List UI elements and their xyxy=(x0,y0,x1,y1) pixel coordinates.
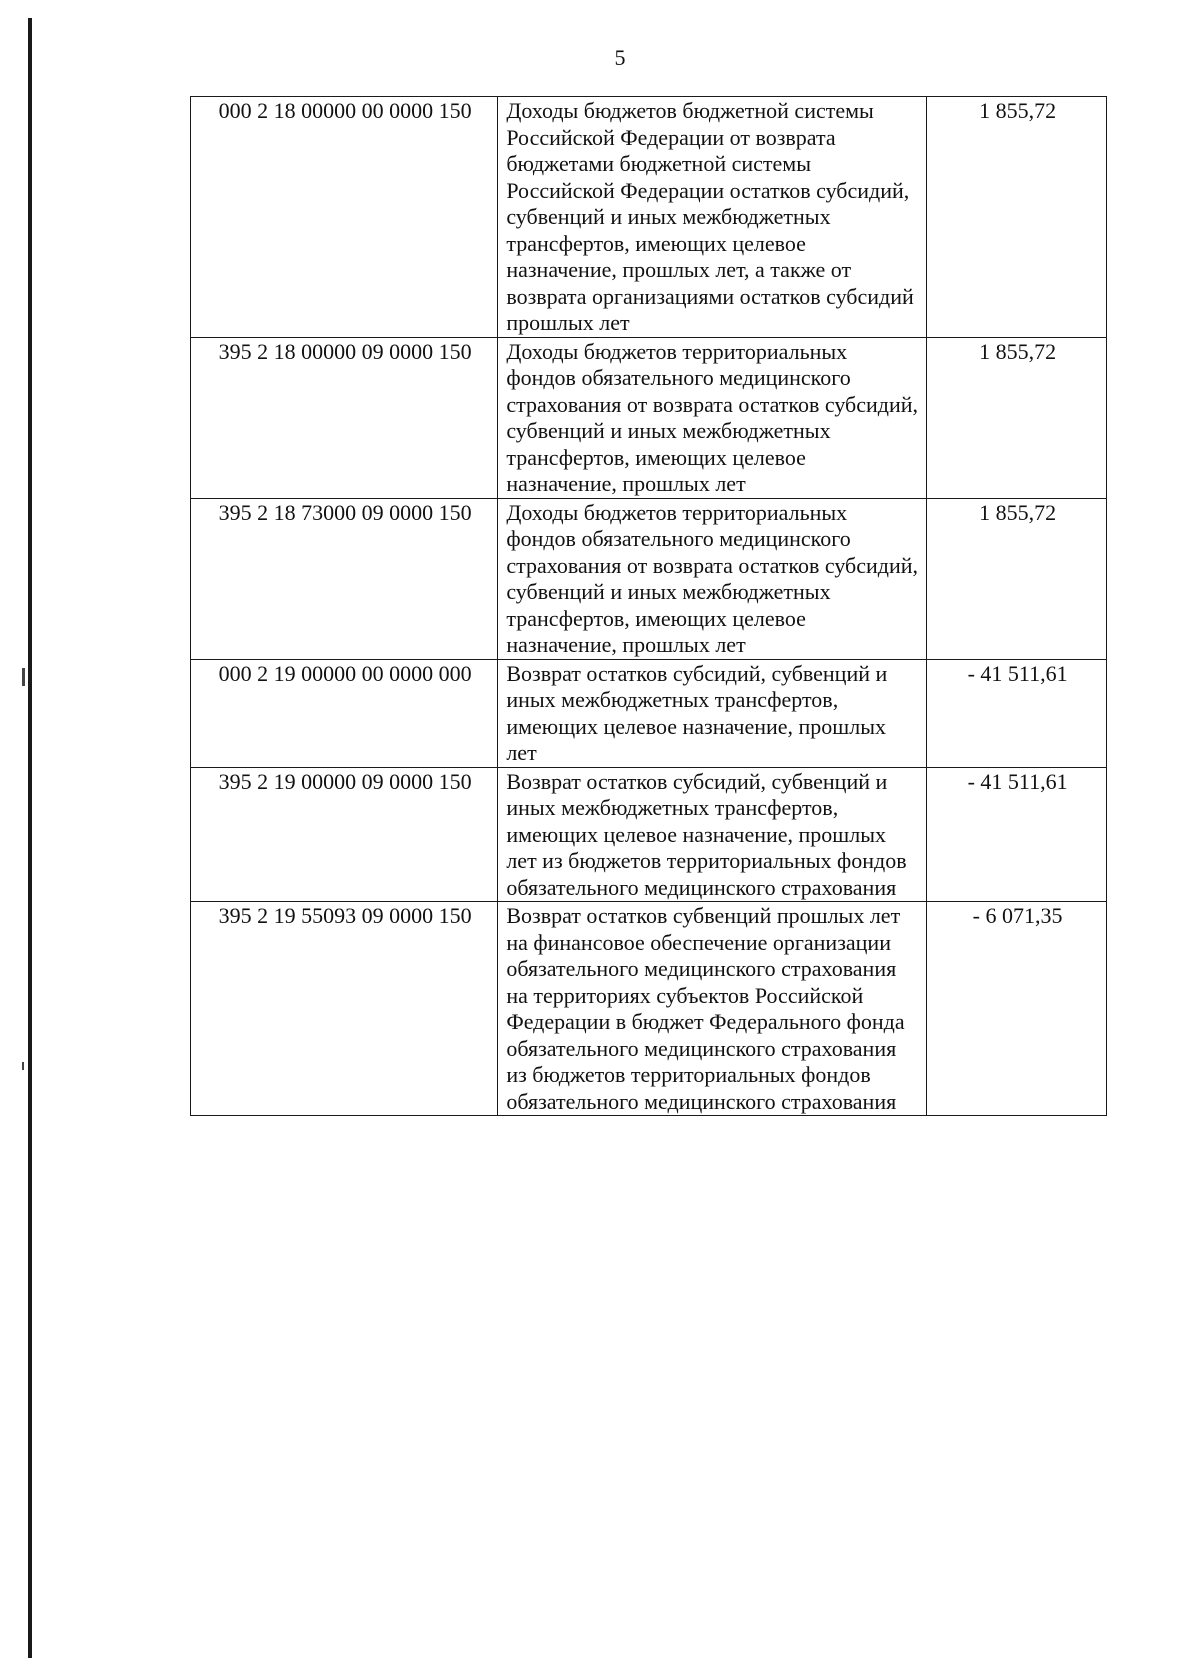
income-name: Доходы бюджетов территориальных фондов обязательного медицинского страхования от возврата остатков субсидий, субвенций и иных межбюджетных трансфертов, имеющих целевое назначение, прошлых лет xyxy=(498,498,927,659)
amount: 1 855,72 xyxy=(927,498,1107,659)
income-name: Доходы бюджетов территориальных фондов обязательного медицинского страхования от возврата остатков субсидий, субвенций и иных межбюджетных трансфертов, имеющих целевое назначение, прошлых лет xyxy=(498,337,927,498)
table-row xyxy=(191,97,1107,338)
table-row xyxy=(191,498,1107,659)
amount: 1 855,72 xyxy=(927,97,1107,338)
scan-edge-line xyxy=(28,18,32,1658)
income-name: Возврат остатков субвенций прошлых лет на финансовое обеспечение организации обязательного медицинского страхования на территориях субъектов Российской Федерации в бюджет Федерального фонда обязательного медицинского страхования из бюджетов территориальных фондов обязательного медицинского страхования xyxy=(498,902,927,1116)
table-row xyxy=(191,337,1107,498)
budget-code: 000 2 18 00000 00 0000 150 xyxy=(191,97,498,338)
scan-artifact xyxy=(22,1062,24,1070)
budget-code: 000 2 19 00000 00 0000 000 xyxy=(191,659,498,767)
budget-table xyxy=(190,96,1107,1116)
page-number: 5 xyxy=(614,45,626,70)
amount: - 41 511,61 xyxy=(927,659,1107,767)
amount: - 41 511,61 xyxy=(927,767,1107,902)
table-row xyxy=(191,767,1107,902)
budget-code: 395 2 19 55093 09 0000 150 xyxy=(191,902,498,1116)
table-row xyxy=(191,659,1107,767)
budget-code: 395 2 19 00000 09 0000 150 xyxy=(191,767,498,902)
income-name: Доходы бюджетов бюджетной системы Российской Федерации от возврата бюджетами бюджетной системы Российской Федерации остатков субсидий, субвенций и иных межбюджетных трансфертов, имеющих целевое назначение, прошлых лет, а также от возврата организациями остатков субсидий прошлых лет xyxy=(498,97,927,338)
amount: - 6 071,35 xyxy=(927,902,1107,1116)
amount: 1 855,72 xyxy=(927,337,1107,498)
income-name: Возврат остатков субсидий, субвенций и иных межбюджетных трансфертов, имеющих целевое назначение, прошлых лет xyxy=(498,659,927,767)
budget-code: 395 2 18 00000 09 0000 150 xyxy=(191,337,498,498)
budget-code: 395 2 18 73000 09 0000 150 xyxy=(191,498,498,659)
income-name: Возврат остатков субсидий, субвенций и иных межбюджетных трансфертов, имеющих целевое назначение, прошлых лет из бюджетов территориальных фондов обязательного медицинского страхования xyxy=(498,767,927,902)
scan-artifact xyxy=(22,668,25,686)
table-row xyxy=(191,902,1107,1116)
